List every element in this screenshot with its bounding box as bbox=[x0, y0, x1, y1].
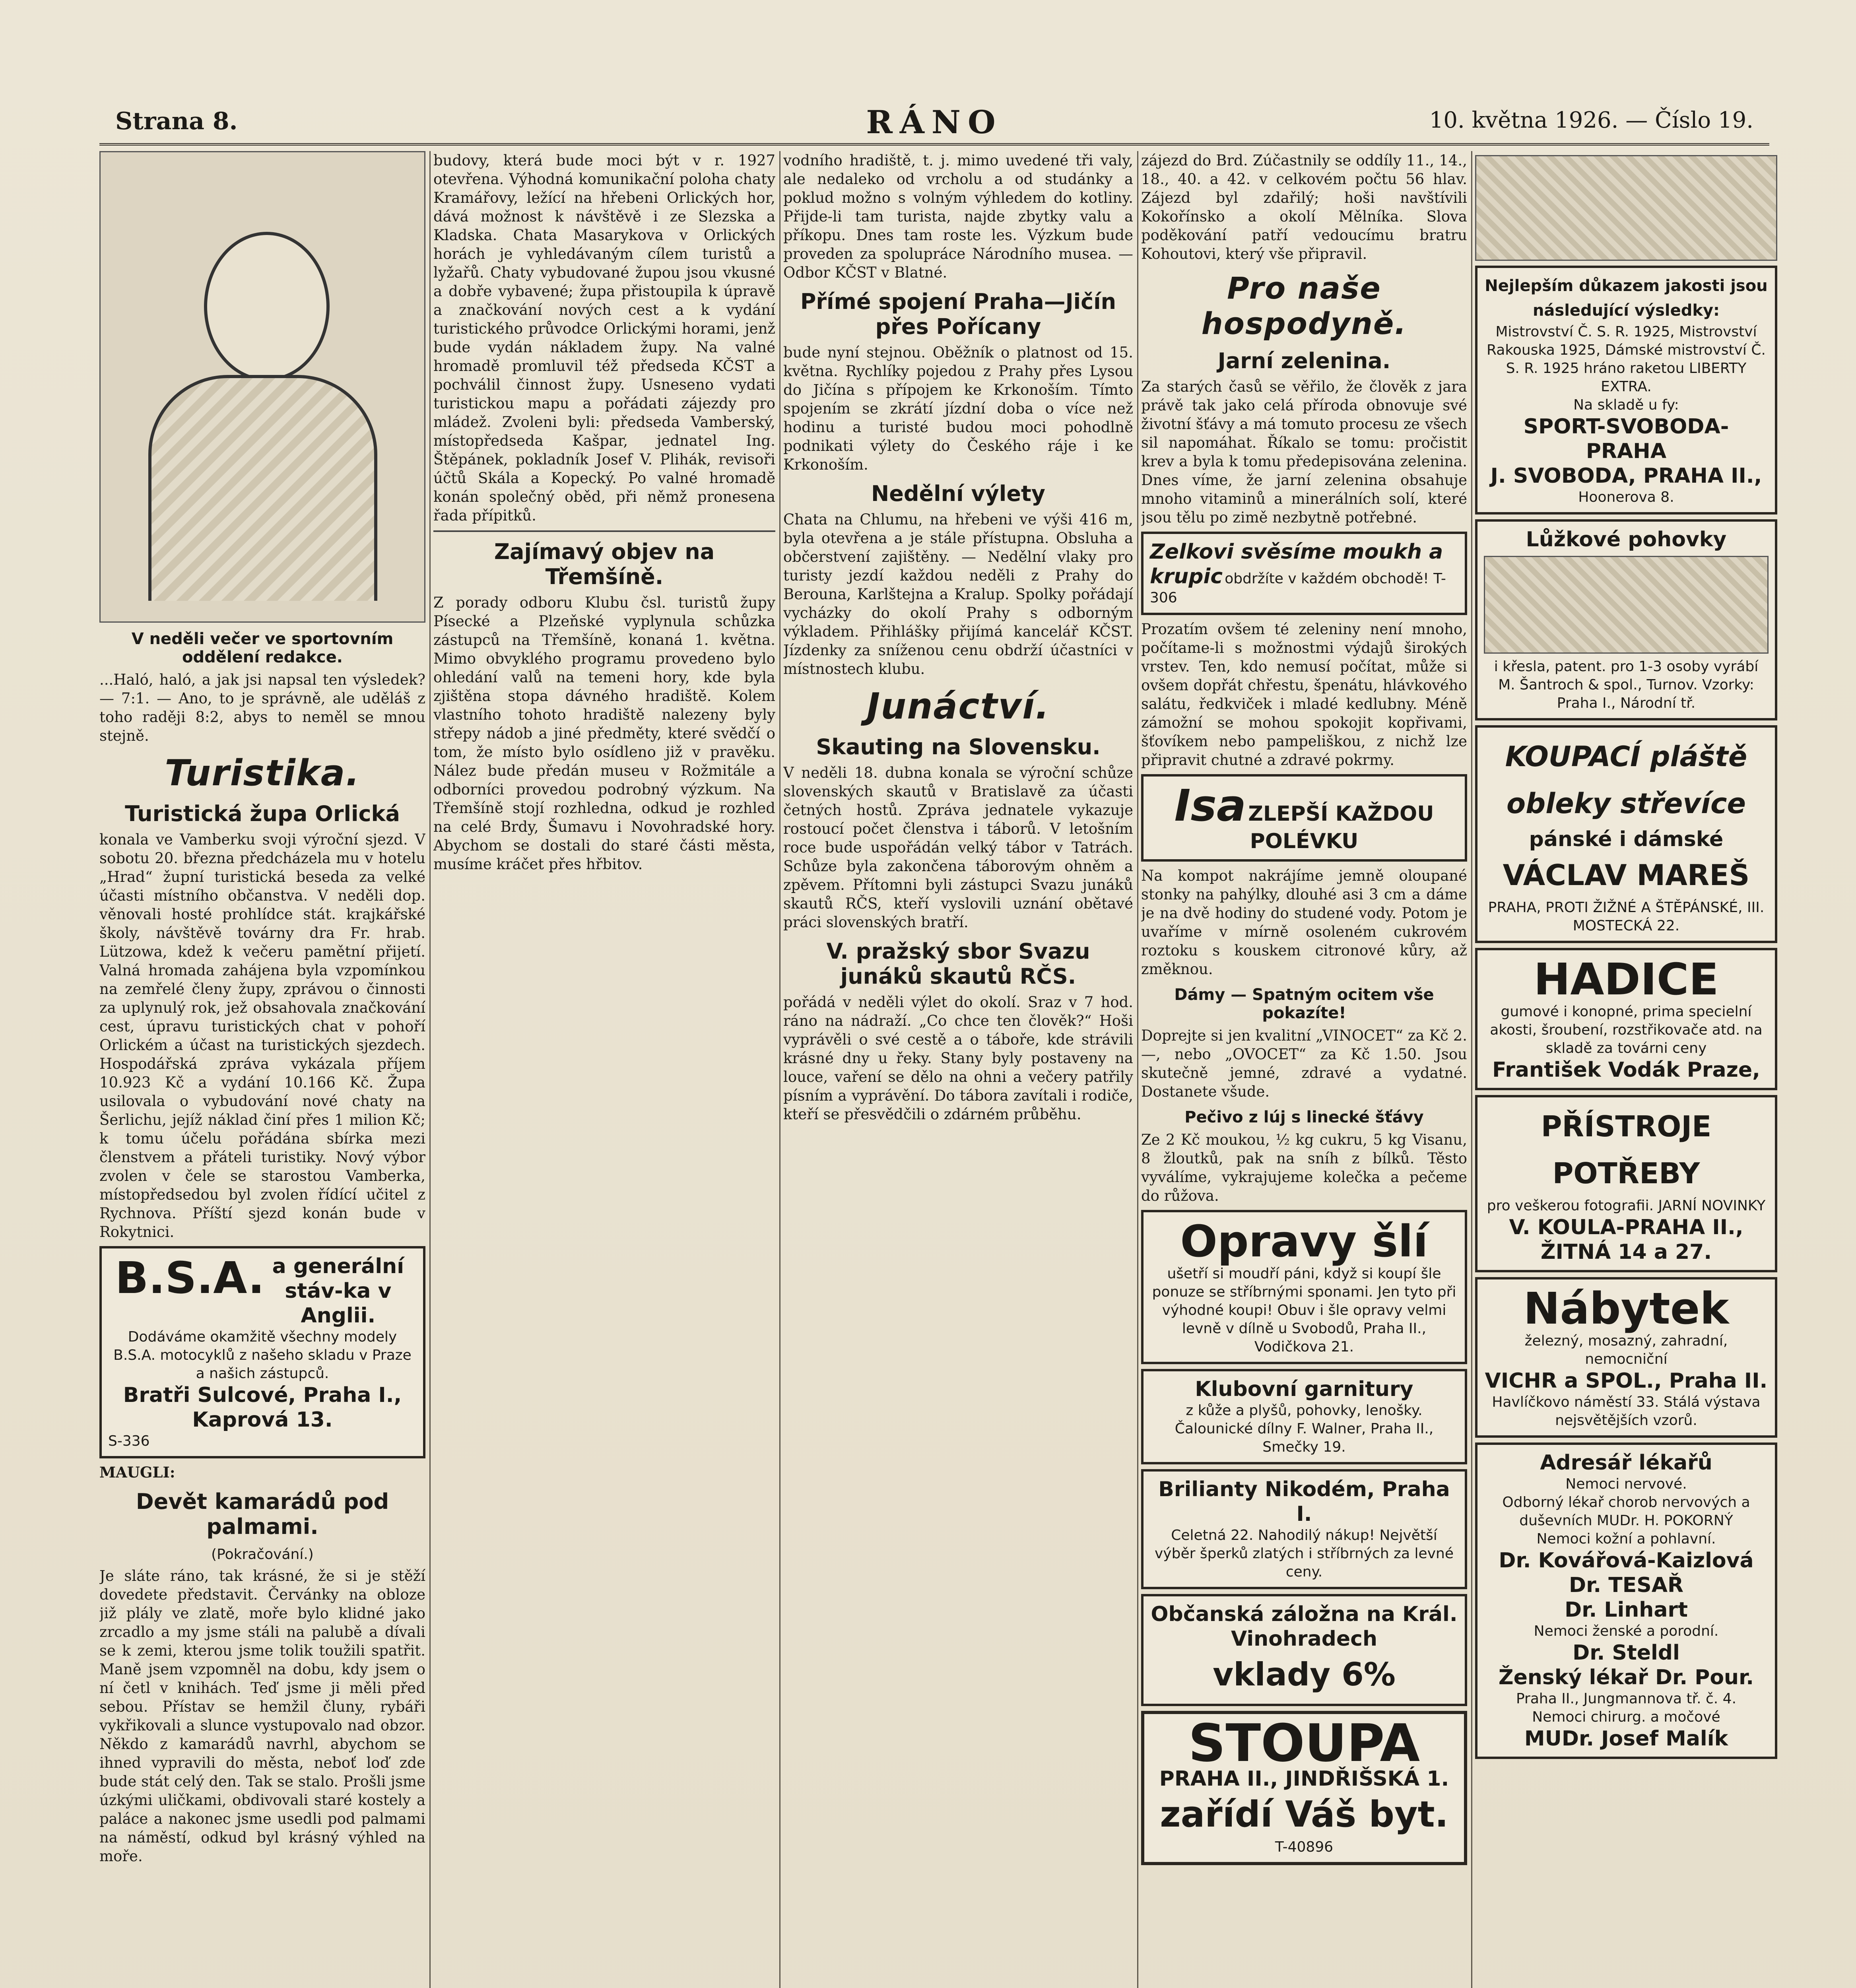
mares-name: VÁCLAV MAREŠ bbox=[1503, 858, 1750, 892]
article-title: Zajímavý objev na Třemšíně. bbox=[494, 539, 715, 589]
sport-address: Hoonerova 8. bbox=[1578, 489, 1674, 505]
krupice-name: Zelkovi svěsíme moukh a krupic bbox=[1150, 540, 1443, 588]
category-kozni: Nemoci kožní a pohlavní. bbox=[1536, 1531, 1716, 1547]
sport-firm: J. SVOBODA, PRAHA II., bbox=[1490, 464, 1762, 488]
section-heading: Pro naše hospodyně. bbox=[1201, 270, 1407, 341]
category-zenske: Nemoci ženské a porodní. bbox=[1534, 1623, 1719, 1639]
cartoon-body bbox=[148, 375, 377, 601]
koupaci-sub: pánské i dámské bbox=[1529, 827, 1724, 851]
luzkove-text: i křesla, patent. pro 1-3 osoby vyrábí M. Šantroch & spol., Turnov. Vzorky: Praha I., Národní tř. bbox=[1494, 658, 1759, 711]
cartoon-illustration bbox=[99, 151, 425, 623]
stoupa-ad bbox=[1141, 1711, 1467, 1865]
sport-name: SPORT-SVOBODA-PRAHA bbox=[1523, 415, 1729, 463]
krupice-ad bbox=[1141, 532, 1467, 615]
column-2 bbox=[433, 151, 775, 1988]
article-body: konala ve Vamberku svoji výroční sjezd. V sobotu 20. března předcházela mu v hotelu „Hrad“ župní turistická beseda za velké účasti místního občanstva. V neděli dop. věnovali hosté prohlídce stát. krajkářské školy, návštěvě továrny dra Fr. hrab. Lützowa, kdež k večeru pamětní přijetí. Valná hromada zahájena byla vzpomínkou na zemřelé členy župy, zprávou o činnosti za uplynulý rok, jež obsahovala značkování cest, úpravu turistických chat v pohoří Orlickém a účast na turistických sjezdech. Hospodářská zpráva vykázala příjem 10.923 Kč a vydání 10.166 Kč. Župa usilovala o vybudování nové chaty na Šerlichu, jejíž náklad činí přes 1 milion Kč; k tomu účelu pořádána sbírka mezi členstvem a přáteli turistiky. Nový výbor zvolen v čele se starostou Vamberka, místopředsedou byl zvolen řídící učitel z Rychnova. Příští sjezd konán bude v Rokytnici. bbox=[99, 831, 425, 1241]
masthead: RÁNO bbox=[866, 103, 1003, 141]
article-body: Chata na Chlumu, na hřebeni ve výši 416 m, byla otevřena a je stále přístupna. Obsluha a občerstvení zajištěny. — Nedělní vlaky pro turisty jezdí každou neděli z Prahy do Berouna, Karlštejna a Kralup. Spolky pořádají vycházky do okolí Prahy s odborným výkladem. Přihlášky přijímá kancelář KČST. Jízdenky za sníženou cenu obdrží účastníci v místnostech klubu. bbox=[783, 511, 1133, 678]
sport-pre: Na skladě u fy: bbox=[1573, 397, 1679, 413]
zalozna-rate: vklady 6% bbox=[1213, 1656, 1396, 1693]
dateline: 10. května 1926. — Číslo 19. bbox=[1429, 107, 1753, 133]
zalozna-title: Občanská záložna na Král. Vinohradech bbox=[1151, 1602, 1458, 1651]
krupice-tail: obdržíte v každém obchodě! T-306 bbox=[1150, 571, 1446, 606]
sofa-image bbox=[1484, 556, 1769, 654]
category-chirurg: Nemoci chirurg. a močové bbox=[1532, 1709, 1720, 1725]
koula-ad bbox=[1475, 1095, 1777, 1272]
doctor-malik: MUDr. Josef Malík bbox=[1524, 1727, 1728, 1751]
garnitury-ad bbox=[1141, 1369, 1467, 1464]
adresar-title: Adresář lékařů bbox=[1540, 1451, 1712, 1475]
nabytek-firm: VICHR a SPOL., Praha II. bbox=[1485, 1369, 1768, 1393]
article-title: Přímé spojení Praha—Jičín přes Pořícany bbox=[800, 289, 1116, 339]
article-title: Skauting na Slovensku. bbox=[816, 734, 1101, 759]
doctor-stelzl: Dr. Steldl bbox=[1573, 1641, 1680, 1665]
tennis-title: Nejlepším důkazem jakosti jsou následující výsledky: bbox=[1485, 277, 1768, 320]
article-body: Z porady odboru Klubu čsl. turistů župy Písecké a Plzeňské vyplynula schůzka zástupců na Třemšíně, konaná 1. května. Mimo obvyklého programu provedeno bylo ohledání valů na temeni hory, kde byla zjištěna stopa dávného hradiště. Kolem vlastního tohoto hradiště nalezeny byly střepy nádob a jiné předměty, které svědčí o tom, že místo bylo osídleno již v pravěku. Nález bude předán museu v Rožmitále a odborníci provedou podrobný výzkum. Na Třemšíně stojí rozhledna, odkud je rozhled na celé Brdy, Šumavu i Novohradské hory. Abychom se dostali do staré části města, musíme kráčet přes hřbitov. bbox=[433, 594, 775, 873]
section-heading: Turistika. bbox=[165, 752, 360, 794]
article-title: Jarní zelenina. bbox=[1217, 348, 1391, 373]
isa-tag: ZLEPŠÍ KAŽDOU POLÉVKU bbox=[1248, 802, 1434, 853]
article-body: vodního hradiště, t. j. mimo uvedené tři valy, ale nedaleko od vrcholu a od studánky a poklud možno s volným výhledem do kotliny. Přijde-li tam turista, najde zbytky valu a příkopu. Dnes tam roste les. Výzkum bude proveden za spolupráce Národního musea. — Odbor KČST v Blatné. bbox=[783, 152, 1133, 281]
potreby-firm: V. KOULA-PRAHA II., bbox=[1509, 1215, 1743, 1239]
category-nerv: Nemoci nervové. bbox=[1565, 1476, 1687, 1492]
article-title: Turistická župa Orlická bbox=[125, 801, 400, 826]
ad-title: Dámy — Spatným ocitem vše pokazíte! bbox=[1174, 986, 1434, 1022]
potreby-address: ŽITNÁ 14 a 27. bbox=[1540, 1240, 1712, 1264]
opravy-title: Opravy šlí bbox=[1180, 1216, 1428, 1267]
hadice-title: HADICE bbox=[1534, 954, 1719, 1005]
bsa-ad bbox=[99, 1246, 425, 1458]
article-body: Prozatím ovšem té zeleniny není mnoho, počítame-li s možnostmi výdajů širokých vrstev. Ten, kdo nemusí počítat, může si ovšem dopřát chřestu, špenátu, hlávkového salátu, ředkviček i mladé kedlubny. Méně zámožní se mohou spokojit kopřivami, šťovíkem nebo pampeliškou, z nichž lze připravit chutné a zdravé pokrmy. bbox=[1141, 621, 1467, 769]
article-body: pořádá v neděli výlet do okolí. Sraz v 7 hod. ráno na nádraží. „Co chce ten člověk?“ Hoši vyprávěli o své cestě a o táboře, kde strávili krásné dny u řeky. Stany byly postaveny na louce, vaření se dělo na ohni a večery patřily písním a vyprávění. Do tábora zavítali i rodiče, kteří se přesvědčili o zdárném průběhu. bbox=[783, 994, 1133, 1123]
serial-sub: (Pokračování.) bbox=[211, 1546, 314, 1563]
ad-title: Pečivo z lúj s linecké šťávy bbox=[1184, 1108, 1424, 1126]
cartoon-head bbox=[204, 232, 330, 381]
isa-name: Isa bbox=[1174, 780, 1246, 831]
stoupa-name: STOUPA bbox=[1188, 1713, 1420, 1773]
column-rule bbox=[1471, 151, 1472, 1988]
column-rule bbox=[1137, 151, 1138, 1988]
tennis-ad bbox=[1475, 266, 1777, 514]
brilianty-title: Brilianty Nikodém, Praha I. bbox=[1158, 1477, 1450, 1526]
hadice-text: gumové i konopné, prima specielní akosti, šroubení, rozstřikovače atd. na skladě za továrni ceny bbox=[1490, 1004, 1763, 1056]
article-body: Za starých časů se věřilo, že člověk z jara právě tak jako celá příroda obnovuje své životní šťávy a má tomuto procesu ze všech sil napomáhat. Říkalo se tomu: pročistit krev a byla k tomu předepisována zelenina. Dnes víme, že jarní zelenina obsahuje mnoho vitaminů a minerálních solí, které jsou tělu po zimě nezbytně potřebné. bbox=[1141, 378, 1467, 526]
koupaci-title: KOUPACÍ pláště obleky střevíce bbox=[1505, 740, 1747, 820]
bsa-text: Dodáváme okamžitě všechny modely B.S.A. motocyklů z našeho skladu v Praze a našich zástupců. bbox=[113, 1329, 412, 1382]
doctor-pour: Ženský lékař Dr. Pour. bbox=[1498, 1666, 1754, 1689]
doctor-tesar: Dr. TESAŘ bbox=[1569, 1573, 1683, 1597]
mares-address: PRAHA, PROTI ŽIŽNÉ A ŠTĚPÁNSKÉ, III. MOSTECKÁ 22. bbox=[1488, 899, 1765, 934]
serial-title: Devět kamarádů pod palmami. bbox=[136, 1489, 389, 1539]
column-5 bbox=[1475, 151, 1777, 1988]
cartoon-caption: V neděli večer ve sportovním oddělení redakce. bbox=[131, 630, 394, 666]
potreby-text: pro veškerou fotografii. JARNÍ NOVINKY bbox=[1487, 1198, 1766, 1214]
ad-text: Doprejte si jen kvalitní „VINOCET“ za Kč 2.—, nebo „OVOCET“ za Kč 1.50. Jsou skutečně jemné, zdravé a vydatné. Dostanete všude. bbox=[1141, 1027, 1467, 1100]
luzkove-ad bbox=[1475, 519, 1777, 720]
article-body: V neděli 18. dubna konala se výroční schůze slovenských skautů v Bratislavě za účasti četných hostů. Zpráva jednatele vykazuje rostoucí počet členstva i táborů. V letošním roce bude uspořádán velký tábor v Tatrách. Schůze byla zakončena táborovým ohněm a zpěvem. Přítomni byli zástupci Svazu junáků skautů RČS, kteří vyslovili uznání obětavé práci slovenských bratří. bbox=[783, 764, 1133, 931]
nabytek-title: Nábytek bbox=[1523, 1283, 1729, 1334]
doctor-linhart: Dr. Linhart bbox=[1565, 1598, 1688, 1622]
ad-text: Ze 2 Kč moukou, ½ kg cukru, 5 kg Visanu, 8 žloutků, pak na sníh z bílků. Těsto vyválíme, vykrajujeme kolečka a pečeme do růžova. bbox=[1141, 1131, 1467, 1204]
isa-ad bbox=[1141, 774, 1467, 862]
separator bbox=[433, 530, 775, 532]
column-1 bbox=[99, 151, 425, 1988]
serial-body: Je sláte ráno, tak krásné, že si je stěží dovedete představit. Červánky na obloze již plály ve zlatě, moře bylo klidné jako zrcadlo a my jsme stáli na palubě a dívali se k zemi, kterou jsme tolik toužili spatřit. Maně jsem vzpomněl na dobu, kdy jsem o ní četl v knihách. Teď jsme ji měli před sebou. Přístav se hemžil čluny, rybáři vykřikovali a slunce vystupovalo nad obzor. Někdo z kamarádů navrhl, abychom se ihned vypravili do města, neboť loď zde bude stát celý den. Tak se stalo. Prošli jsme úzkými uličkami, obdivovali staré kostely a paláce a nakonec jsme usedli pod palmami na náměstí, odkud byl krásný výhled na moře. bbox=[99, 1567, 425, 1865]
column-3 bbox=[783, 151, 1133, 1988]
cartoon-text: ...Haló, haló, a jak jsi napsal ten výsledek? — 7:1. — Ano, to je správně, ale uděláš z toho raději 8:2, abys to neměl se mnou stejně. bbox=[99, 671, 425, 744]
article-body: Na kompot nakrájíme jemně oloupané stonky na pahýlky, dlouhé asi 3 cm a dáme je na dvě hodiny do studené vody. Potom je uvaříme v mírně osoleném cukrovém roztoku s kouskem citronové kůry, až změknou. bbox=[1141, 867, 1467, 978]
article-title: V. pražský sbor Svazu junáků skautů RČS. bbox=[826, 939, 1090, 989]
stoupa-slogan: zařídí Váš byt. bbox=[1160, 1794, 1448, 1835]
column-4 bbox=[1141, 151, 1467, 1988]
tennis-racket-image bbox=[1475, 155, 1777, 261]
doctor-pokorny: Odborný lékař chorob nervových a duševních MUDr. H. POKORNÝ bbox=[1502, 1494, 1750, 1529]
opravy-ad bbox=[1141, 1210, 1467, 1364]
vichr-ad bbox=[1475, 1277, 1777, 1438]
garnitury-title: Klubovní garnitury bbox=[1195, 1377, 1413, 1401]
serial-author: MAUGLI: bbox=[99, 1464, 175, 1481]
doctor-pour-address: Praha II., Jungmannova tř. č. 4. bbox=[1516, 1691, 1737, 1707]
zalozna-ad bbox=[1141, 1594, 1467, 1706]
garnitury-text: z kůže a plyšů, pohovky, lenošky. Čalounické dílny F. Walner, Praha II., Smečky 19. bbox=[1175, 1402, 1434, 1455]
brilianty-text: Celetná 22. Nahodilý nákup! Největší výběr šperků zlatých i stříbrných za levné ceny. bbox=[1155, 1527, 1454, 1580]
hadice-ad bbox=[1475, 948, 1777, 1090]
column-rule bbox=[779, 151, 780, 1988]
stoupa-code: T-40896 bbox=[1275, 1839, 1334, 1855]
brilianty-ad bbox=[1141, 1469, 1467, 1589]
tennis-text: Mistrovství Č. S. R. 1925, Mistrovství Rakouska 1925, Dámské mistrovství Č. S. R. 1925 hráno raketou LIBERTY EXTRA. bbox=[1487, 324, 1766, 395]
bsa-code: S-336 bbox=[108, 1433, 150, 1449]
potreby-title: PŘÍSTROJE POTŘEBY bbox=[1541, 1110, 1712, 1190]
doctor-kovarova: Dr. Kovářová-Kaizlová bbox=[1499, 1549, 1754, 1573]
column-rule bbox=[429, 151, 431, 1988]
page-number: Strana 8. bbox=[115, 107, 238, 135]
article-title: Nedělní výlety bbox=[871, 481, 1045, 506]
nabytek-address: Havlíčkovo náměstí 33. Stálá výstava nejsvětějších vzorů. bbox=[1492, 1394, 1761, 1429]
doctors-directory bbox=[1475, 1442, 1777, 1759]
article-body: bude nyní stejnou. Oběžník o platnost od 15. května. Rychlíky pojedou z Prahy přes Lysou do Jičína s přípojem ke Krkonoším. Tímto spojením se zkrátí jízdní doba o více než hodinu a turisté budou moci pohodlně podnikati výlety do Českého ráje i ke Krkonoším. bbox=[783, 344, 1133, 473]
mares-ad bbox=[1475, 725, 1777, 943]
page-header bbox=[99, 99, 1769, 146]
stoupa-address: PRAHA II., JINDŘIŠSKÁ 1. bbox=[1159, 1767, 1449, 1791]
bsa-slogan: a generální stáv-ka v Anglii. bbox=[272, 1254, 404, 1328]
hadice-firm: František Vodák Praze, bbox=[1492, 1058, 1760, 1082]
article-body: zájezd do Brd. Zúčastnily se oddíly 11., 14., 18., 40. a 42. v celkovém počtu 56 hlav. Zájezd byl zdařilý; hoši navštívili Kokořínsko a okolí Mělníka. Slova poděkování patří vedoucímu bratru Kohoutovi, který vše připravil. bbox=[1141, 152, 1467, 262]
opravy-text: ušetří si moudří páni, když si koupí šle ponuze se stříbrnými sponami. Jen tyto při výhodné koupi! Obuv i šle opravy velmi levně v dílně u Svobodů, Praha II., Vodičkova 21. bbox=[1152, 1266, 1456, 1355]
bsa-name: B.S.A. bbox=[115, 1252, 265, 1303]
luzkove-title: Lůžkové pohovky bbox=[1526, 528, 1727, 551]
bsa-firm: Bratři Sulcové, Praha I., Kaprová 13. bbox=[123, 1383, 402, 1432]
section-heading: Junáctví. bbox=[866, 685, 1050, 727]
nabytek-text: železný, mosazný, zahradní, nemocniční bbox=[1524, 1333, 1728, 1367]
article-body: budovy, která bude moci být v r. 1927 otevřena. Výhodná komunikační poloha chaty Kramářovy, ležící na hřebeni Orlických hor, dává možnost k návštěvě i ze Slezska a Kladska. Chata Masarykova v Orlických horách je vyhledávaným cílem turistů a lyžařů. Chaty vybudované župou jsou vkusné a dobře vybavené; župa přistoupila k úpravě a značkování nových cest a k vydání turistického průvodce Orlickými horami, jenž bude vydán nákladem župy. Na valné hromadě promluvil též předseda KČST a pochválil činnost župy. Usneseno vydati turistickou mapu a pořádati zájezdy pro mládež. Zvoleni byli: předseda Vamberský, místopředseda Kašpar, jednatel Ing. Štěpánek, pokladník Josef V. Plihák, revisoři účtů Skála a Kopecký. Po valné hromadě konán společný oběd, při němž pronesena řada přípitků. bbox=[433, 152, 775, 524]
